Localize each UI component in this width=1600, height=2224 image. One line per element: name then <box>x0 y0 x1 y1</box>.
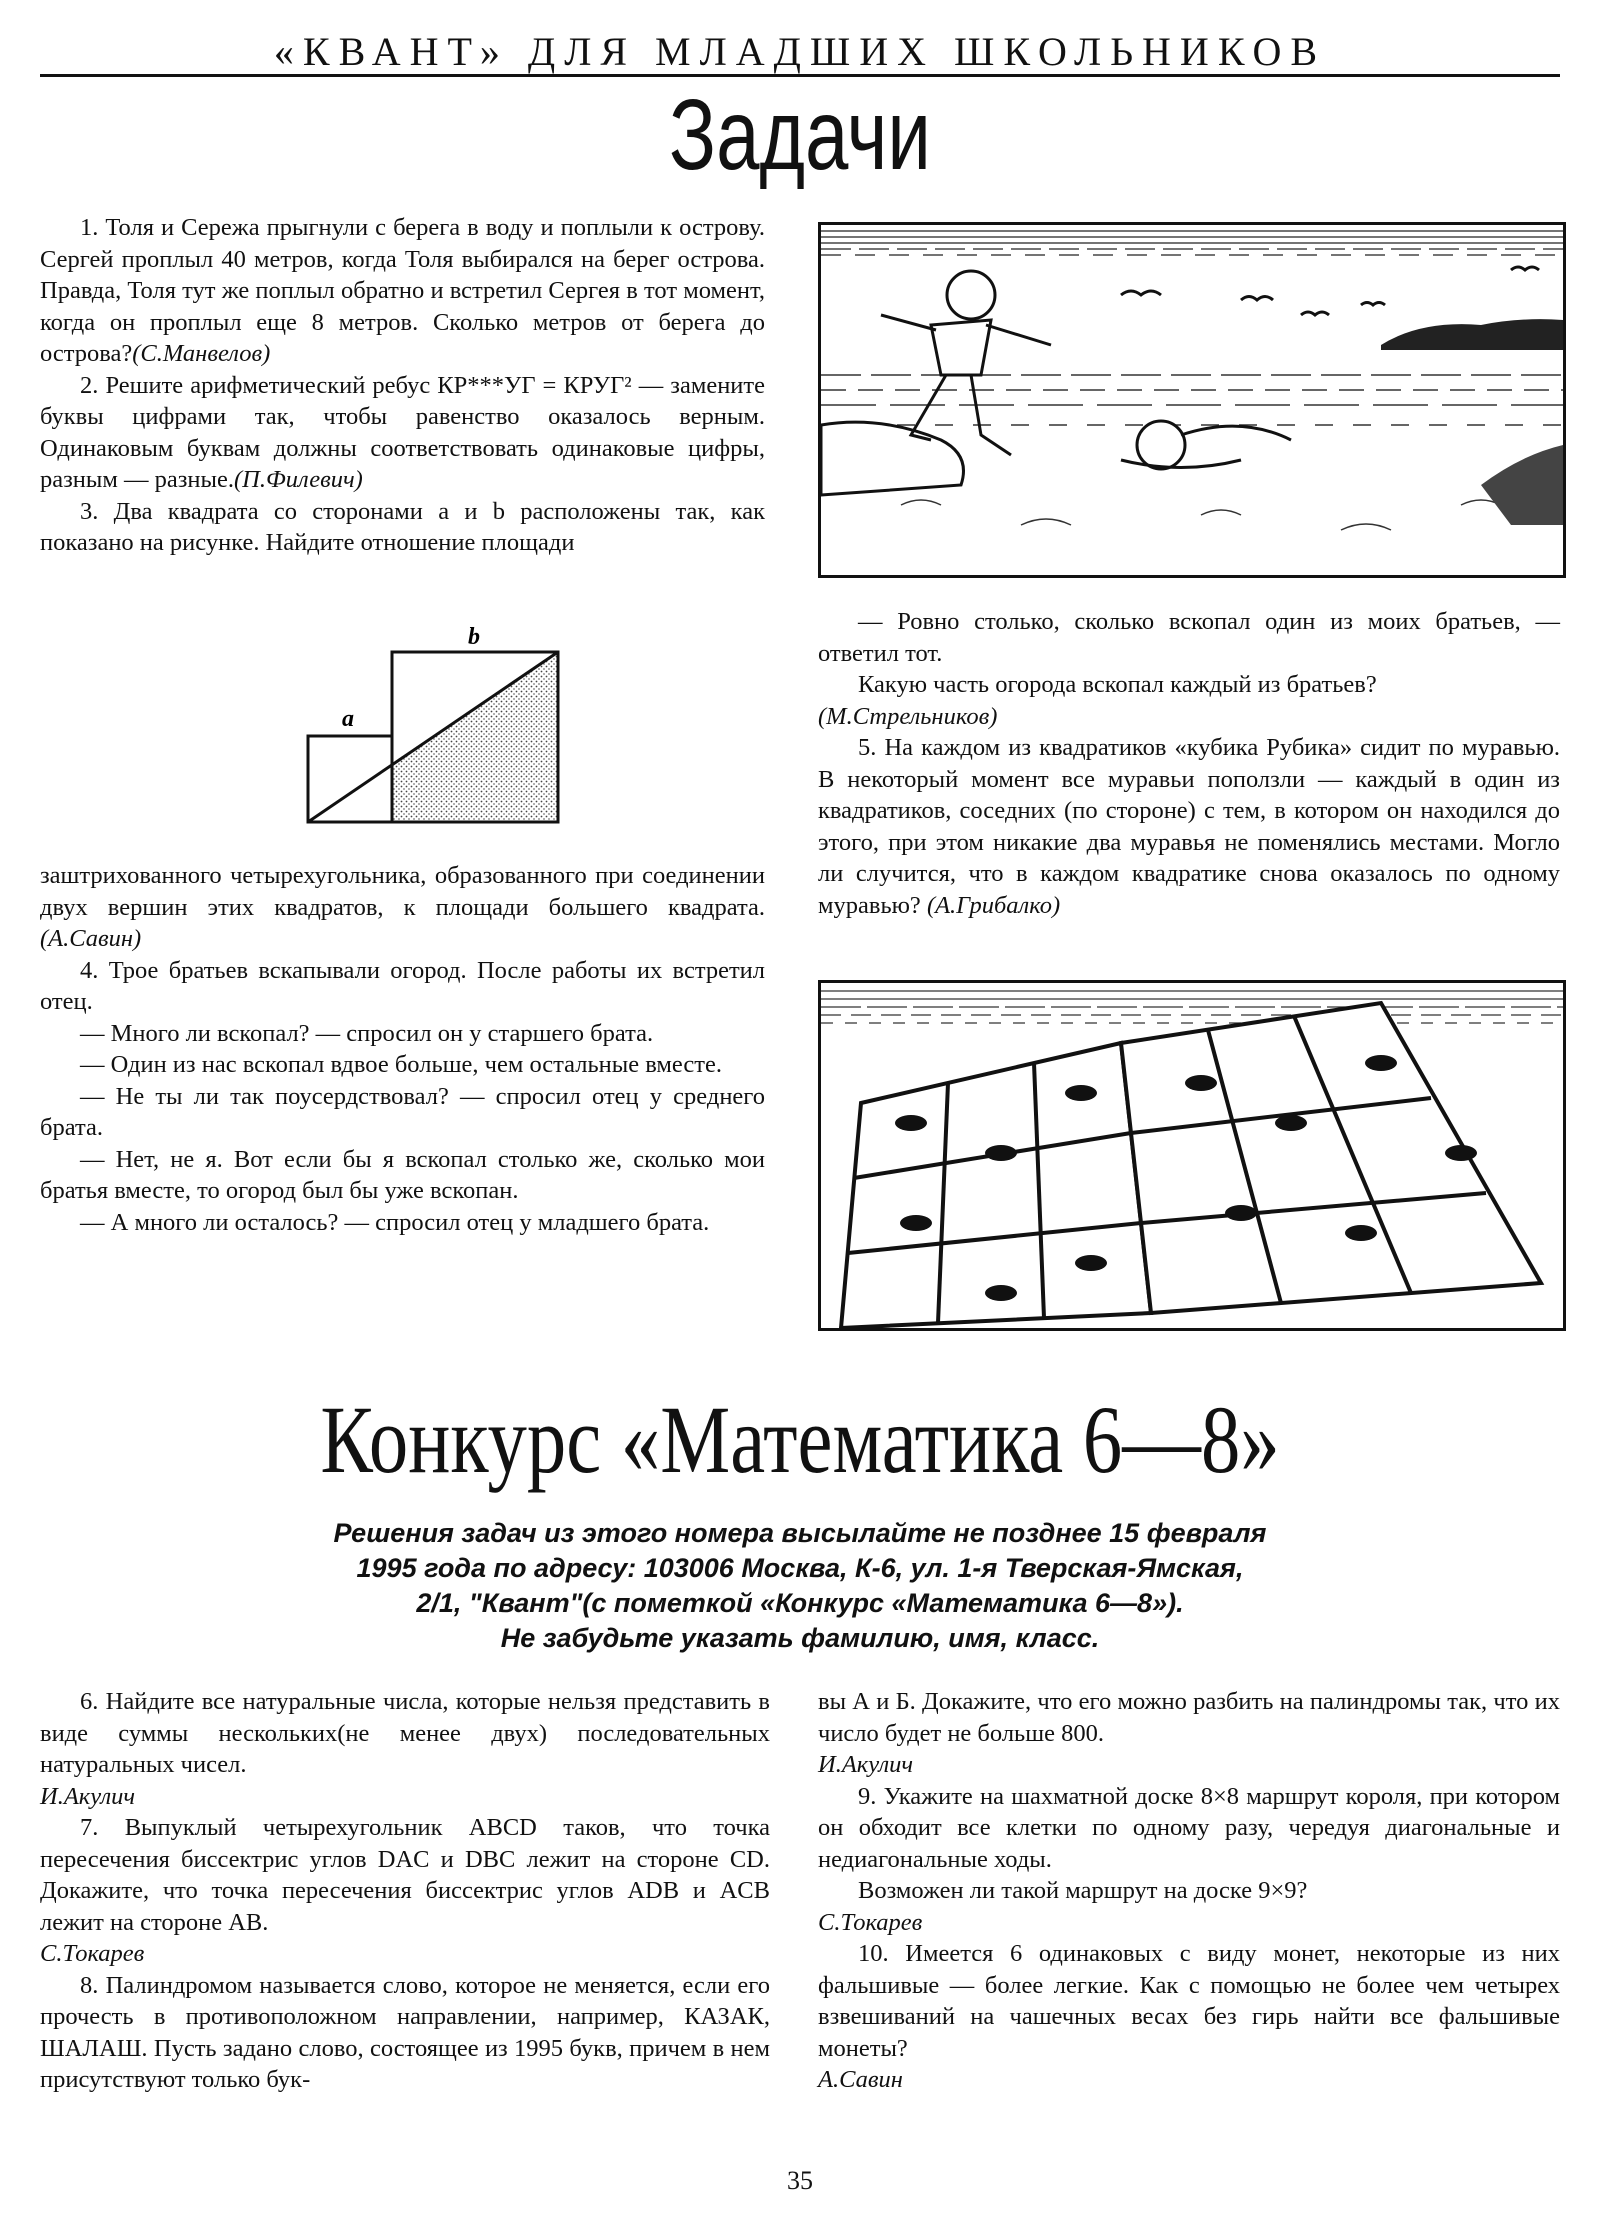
problem-10: 10. Имеется 6 одинаковых с виду монет, некоторые из них фальшивые — более легкие. Как с помощью не более чем четырех взвешиваний на чашечных весах без гирь найти все фальшивые монеты? <box>818 1940 1560 2062</box>
dialog-line-3: — Не ты ли так поусердствовал? — спросил отец у среднего брата. <box>40 1082 765 1141</box>
problem-8-continued: вы А и Б. Докажите, что его можно разбить на палиндромы так, что их число будет не больше 800. <box>818 1688 1560 1747</box>
section-title: Задачи <box>669 79 931 191</box>
problem-7-author: С.Токарев <box>40 1940 145 1967</box>
problem-3-end: заштрихованного четырехугольника, образованного при соединении двух вершин этих квадратов, к площади большего квадрата. (А.Савин) <box>40 862 765 952</box>
left-column-upper <box>40 212 765 559</box>
background-hatching <box>821 991 1563 1023</box>
left-column-lower <box>40 860 765 1238</box>
cube-right-face <box>1121 1003 1541 1313</box>
problem-2-author: (П.Филевич) <box>234 466 363 493</box>
problem-5: 5. На каждом из квадратиков «кубика Рубика» сидит по муравью. В некоторый момент все муравьи поползли — каждый в один из квадратиков, соседних (по стороне) с тем, в котором он находился до этого, при этом никакие два муравья не поменялись местами. Могло ли случится, что в каждом квадратике снова оказалось по одному муравью? (А.Грибалко) <box>818 734 1560 919</box>
problem-1: 1. Толя и Сережа прыгнули с берега в воду и поплыли к острову. Сергей проплыл 40 метров, когда Толя выбирался на берег острова. Правда, Толя тут же поплыл обратно и встретил Сергея в тот момент, когда он проплыл еще 8 метров. Сколько метров от берега до острова?(С.Манвелов) <box>40 214 765 367</box>
lower-left-column <box>40 1686 770 2096</box>
problem-8-author: И.Акулич <box>818 1751 914 1778</box>
problem-9: 9. Укажите на шахматной доске 8×8 маршрут короля, при котором он обходит все клетки по одному разу, чередуя диагональные и недиагональные ходы. <box>818 1782 1560 1873</box>
dialog-line-1: — Много ли вскопал? — спросил он у старшего брата. <box>80 1019 654 1047</box>
problem-4-question: Какую часть огорода вскопал каждый из братьев? <box>858 671 1377 698</box>
dialog-line-4: — Нет, не я. Вот если бы я вскопал столько же, сколько мои братья вместе, то огород был бы уже вскопан. <box>40 1145 765 1204</box>
cube-left-face <box>841 1043 1151 1328</box>
page-number: 35 <box>787 2166 813 2195</box>
shore <box>821 422 964 495</box>
problem-2: 2. Решите арифметический ребус КР***УГ = КРУГ² — замените буквы цифрами так, чтобы равенство оказалось верным. Одинаковым буквам должны соответствовать одинаковые цифры, разным — разные.(П.Филевич) <box>40 371 765 493</box>
lower-right-column <box>818 1686 1560 2096</box>
label-b: b <box>468 624 480 650</box>
shaded-quadrilateral <box>392 652 558 822</box>
notice-line-4: Не забудьте указать фамилию, имя, класс. <box>500 1623 1100 1653</box>
two-squares-figure <box>300 620 590 830</box>
header-rule <box>40 74 1560 77</box>
swimmers-illustration <box>818 222 1566 578</box>
label-a: a <box>342 706 354 732</box>
notice-line-3: 2/1, "Квант"(с пометкой «Конкурс «Математика 6—8»). <box>416 1588 1184 1618</box>
problem-6-author: И.Акулич <box>40 1782 136 1810</box>
notice-line-1: Решения задач из этого номера высылайте не позднее 15 февраля <box>333 1518 1267 1548</box>
problem-8: 8. Палиндромом называется слово, которое не меняется, если его прочесть в противоположном направлении, например, КАЗАК, ШАЛАШ. Пусть задано слово, состоящее из 1995 букв, причем в нем присутствуют только бук- <box>40 1971 770 2093</box>
dialog-line-5: — А много ли осталось? — спросил отец у младшего брата. <box>80 1208 710 1236</box>
notice-line-2: 1995 года по адресу: 103006 Москва, К-6, ул. 1-я Тверская-Ямская, <box>356 1553 1244 1583</box>
cube-drawing <box>821 983 1563 1328</box>
small-square <box>308 736 392 822</box>
problem-5-author: (А.Грибалко) <box>926 891 1061 919</box>
problem-4-author: (М.Стрельников) <box>818 702 998 730</box>
problem-10-author: А.Савин <box>818 2066 903 2093</box>
rubiks-cube-illustration <box>818 980 1566 1331</box>
problem-3-start: 3. Два квадрата со сторонами a и b расположены так, как показано на рисунке. Найдите отношение площади <box>40 497 765 556</box>
problem-7: 7. Выпуклый четырехугольник ABCD таков, что точка пересечения биссектрис углов DAC и DBC лежит на стороне CD. Докажите, что точка пересечения биссектрис углов ADB и ACB лежит на стороне AB. <box>40 1814 770 1936</box>
dialog-line-6: — Ровно столько, сколько вскопал один из моих братьев, — ответил тот. <box>818 608 1560 667</box>
problem-9-question: Возможен ли такой маршрут на доске 9×9? <box>858 1877 1308 1904</box>
problem-4: 4. Трое братьев вскапывали огород. После работы их встретил отец. <box>40 956 765 1015</box>
swimmers-drawing <box>821 225 1563 575</box>
right-column-upper <box>818 606 1560 921</box>
problem-9-author: С.Токарев <box>818 1908 923 1936</box>
problem-3-author: (А.Савин) <box>40 925 142 952</box>
running-header: «КВАНТ» ДЛЯ МЛАДШИХ ШКОЛЬНИКОВ <box>273 29 1327 74</box>
dialog-line-2: — Один из нас вскопал вдвое больше, чем остальные вместе. <box>80 1051 722 1078</box>
problem-1-author: (С.Манвелов) <box>132 340 271 367</box>
boy-swimming <box>1121 421 1291 469</box>
contest-notice <box>230 1516 1370 1656</box>
problem-6: 6. Найдите все натуральные числа, которые нельзя представить в виде суммы нескольких(не менее двух) последовательных натуральных чисел. <box>40 1688 770 1778</box>
right-shore <box>1481 445 1563 525</box>
contest-title: Конкурс «Математика 6—8» <box>320 1386 1280 1493</box>
